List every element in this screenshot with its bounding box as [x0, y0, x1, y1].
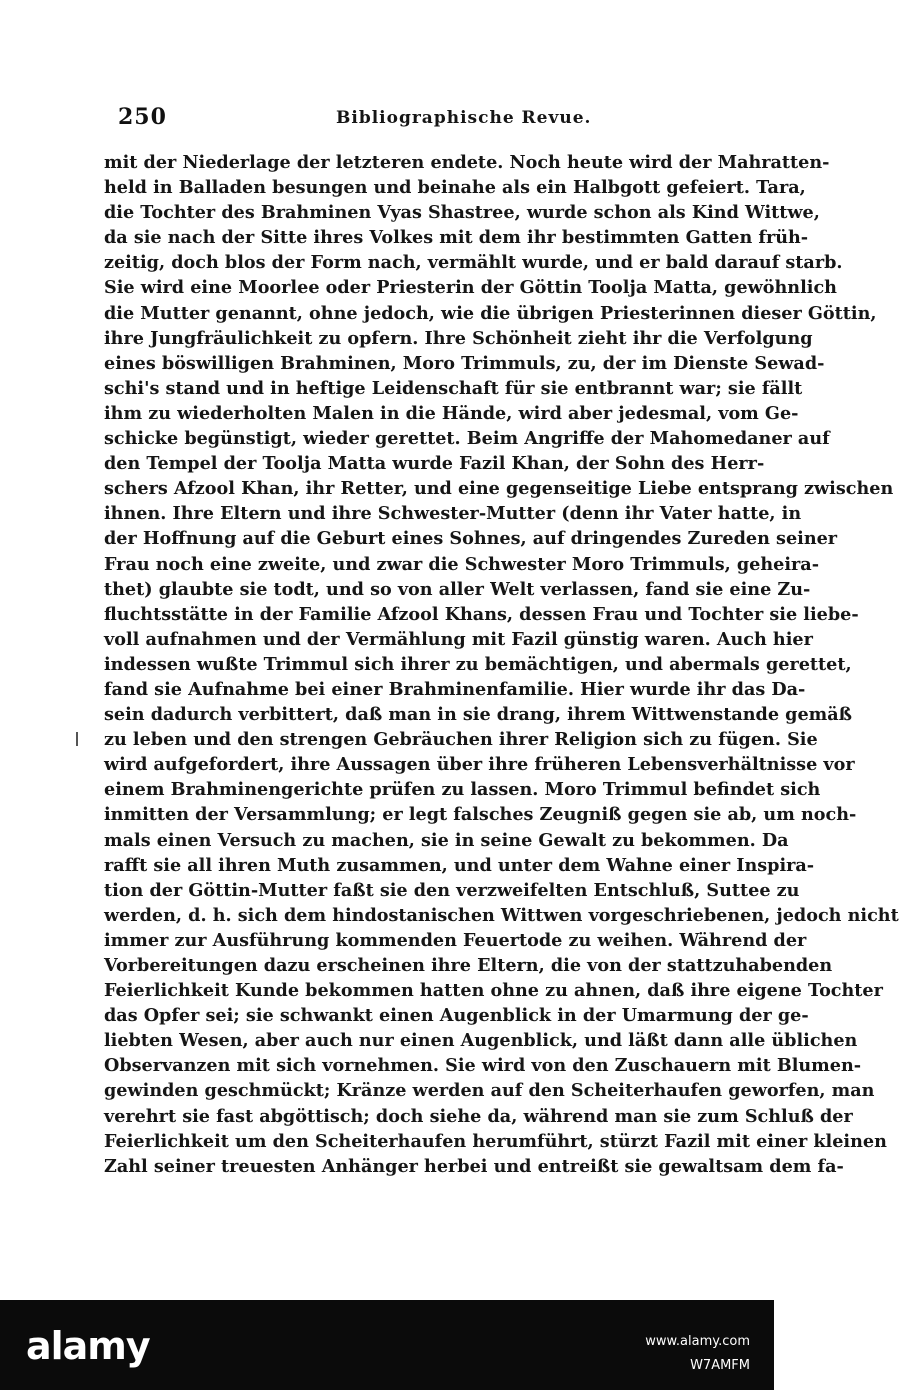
text-line: den Tempel der Toolja Matta wurde Fazil Khan, der Sohn des Herr- — [104, 453, 765, 475]
text-line: ihm zu wiederholten Malen in die Hände, wird aber jedesmal, vom Ge- — [104, 402, 799, 424]
text-line: der Hoffnung auf die Geburt eines Sohnes, auf dringendes Zureden seiner — [104, 528, 838, 550]
text-line: zeitig, doch blos der Form nach, vermählt wurde, und er bald darauf starb. — [104, 252, 843, 274]
text-line: Zahl seiner treuesten Anhänger herbei und entreißt sie gewaltsam dem fa- — [104, 1155, 844, 1177]
text-line: schi's stand und in heftige Leidenschaft für sie entbrannt war; sie fällt — [104, 377, 803, 399]
text-line: sein dadurch verbittert, daß man in sie drang, ihrem Wittwenstande gemäß — [104, 704, 853, 726]
text-line: ihnen. Ihre Eltern und ihre Schwester-Mutter (denn ihr Vater hatte, in — [104, 503, 802, 525]
text-line: verehrt sie fast abgöttisch; doch siehe da, während man sie zum Schluß der — [104, 1105, 853, 1127]
body-text — [104, 150, 899, 1179]
text-line: held in Balladen besungen und beinahe als ein Halbgott gefeiert. Tara, — [104, 177, 806, 199]
text-line: schers Afzool Khan, ihr Retter, und eine gegenseitige Liebe entsprang zwischen — [104, 478, 894, 500]
text-line: ihre Jungfräulichkeit zu opfern. Ihre Schönheit zieht ihr die Verfolgung — [104, 327, 813, 349]
text-line: Sie wird eine Moorlee oder Priesterin der Göttin Toolja Matta, gewöhnlich — [104, 277, 837, 299]
text-line: das Opfer sei; sie schwankt einen Augenblick in der Umarmung der ge- — [104, 1005, 809, 1027]
text-line: die Mutter genannt, ohne jedoch, wie die übrigen Priesterinnen dieser Göttin, — [104, 302, 877, 324]
text-line: eines böswilligen Brahminen, Moro Trimmuls, zu, der im Dienste Sewad- — [104, 352, 825, 374]
text-line: mals einen Versuch zu machen, sie in seine Gewalt zu bekommen. Da — [104, 829, 789, 851]
text-line: einem Brahminengerichte prüfen zu lassen. Moro Trimmul befindet sich — [104, 779, 821, 801]
text-line: schicke begünstigt, wieder gerettet. Beim Angriffe der Mahomedaner auf — [104, 428, 830, 450]
text-line: Observanzen mit sich vornehmen. Sie wird von den Zuschauern mit Blumen- — [104, 1055, 862, 1077]
text-line: fluchtsstätte in der Familie Afzool Khans, dessen Frau und Tochter sie liebe- — [104, 603, 859, 625]
footer-url: www.alamy.com — [645, 1334, 750, 1349]
text-line: wird aufgefordert, ihre Aussagen über ihre früheren Lebensverhältnisse vor — [104, 754, 855, 776]
text-line: voll aufnahmen und der Vermählung mit Fazil günstig waren. Auch hier — [104, 628, 813, 650]
text-line: inmitten der Versammlung; er legt falsches Zeugniß gegen sie ab, um noch- — [104, 804, 857, 826]
page-number: 250 — [118, 104, 167, 130]
text-line: Vorbereitungen dazu erscheinen ihre Eltern, die von der stattzuhabenden — [104, 955, 833, 976]
text-line: gewinden geschmückt; Kränze werden auf den Scheiterhaufen geworfen, man — [104, 1080, 875, 1102]
page-header — [118, 104, 710, 134]
text-line: die Tochter des Brahminen Vyas Shastree, wurde schon als Kind Wittwe, — [104, 202, 820, 224]
text-line: werden, d. h. sich dem hindostanischen Wittwen vorgeschriebenen, jedoch nicht — [104, 904, 899, 926]
running-title: Bibliographische Revue. — [336, 108, 592, 128]
text-line: rafft sie all ihren Muth zusammen, und unter dem Wahne einer Inspira- — [104, 854, 815, 876]
text-line: Feierlichkeit um den Scheiterhaufen herumführt, stürzt Fazil mit einer kleinen — [104, 1130, 887, 1152]
text-line: mit der Niederlage der letzteren endete. Noch heute wird der Mahratten- — [104, 152, 830, 173]
alamy-logo: alamy — [26, 1324, 150, 1368]
text-line: thet) glaubte sie todt, und so von aller Welt verlassen, fand sie eine Zu- — [104, 578, 811, 600]
watermark-footer — [0, 1300, 774, 1390]
text-line: liebten Wesen, aber auch nur einen Augenblick, und läßt dann alle üblichen — [104, 1030, 858, 1052]
text-line: fand sie Aufnahme bei einer Brahminenfamilie. Hier wurde ihr das Da- — [104, 678, 806, 700]
text-line: Frau noch eine zweite, und zwar die Schwester Moro Trimmuls, geheira- — [104, 553, 820, 575]
text-line: Feierlichkeit Kunde bekommen hatten ohne zu ahnen, daß ihre eigene Tochter — [104, 980, 883, 1002]
text-line: indessen wußte Trimmul sich ihrer zu bemächtigen, und abermals gerettet, — [104, 653, 852, 675]
text-line: immer zur Ausführung kommenden Feuertode zu weihen. Während der — [104, 929, 807, 951]
text-line: da sie nach der Sitte ihres Volkes mit dem ihr bestimmten Gatten früh- — [104, 227, 809, 249]
margin-mark — [76, 732, 78, 746]
image-id: W7AMFM — [690, 1358, 750, 1373]
text-line: tion der Göttin-Mutter faßt sie den verzweifelten Entschluß, Suttee zu — [104, 879, 800, 901]
text-line: zu leben und den strengen Gebräuchen ihrer Religion sich zu fügen. Sie — [104, 729, 818, 751]
